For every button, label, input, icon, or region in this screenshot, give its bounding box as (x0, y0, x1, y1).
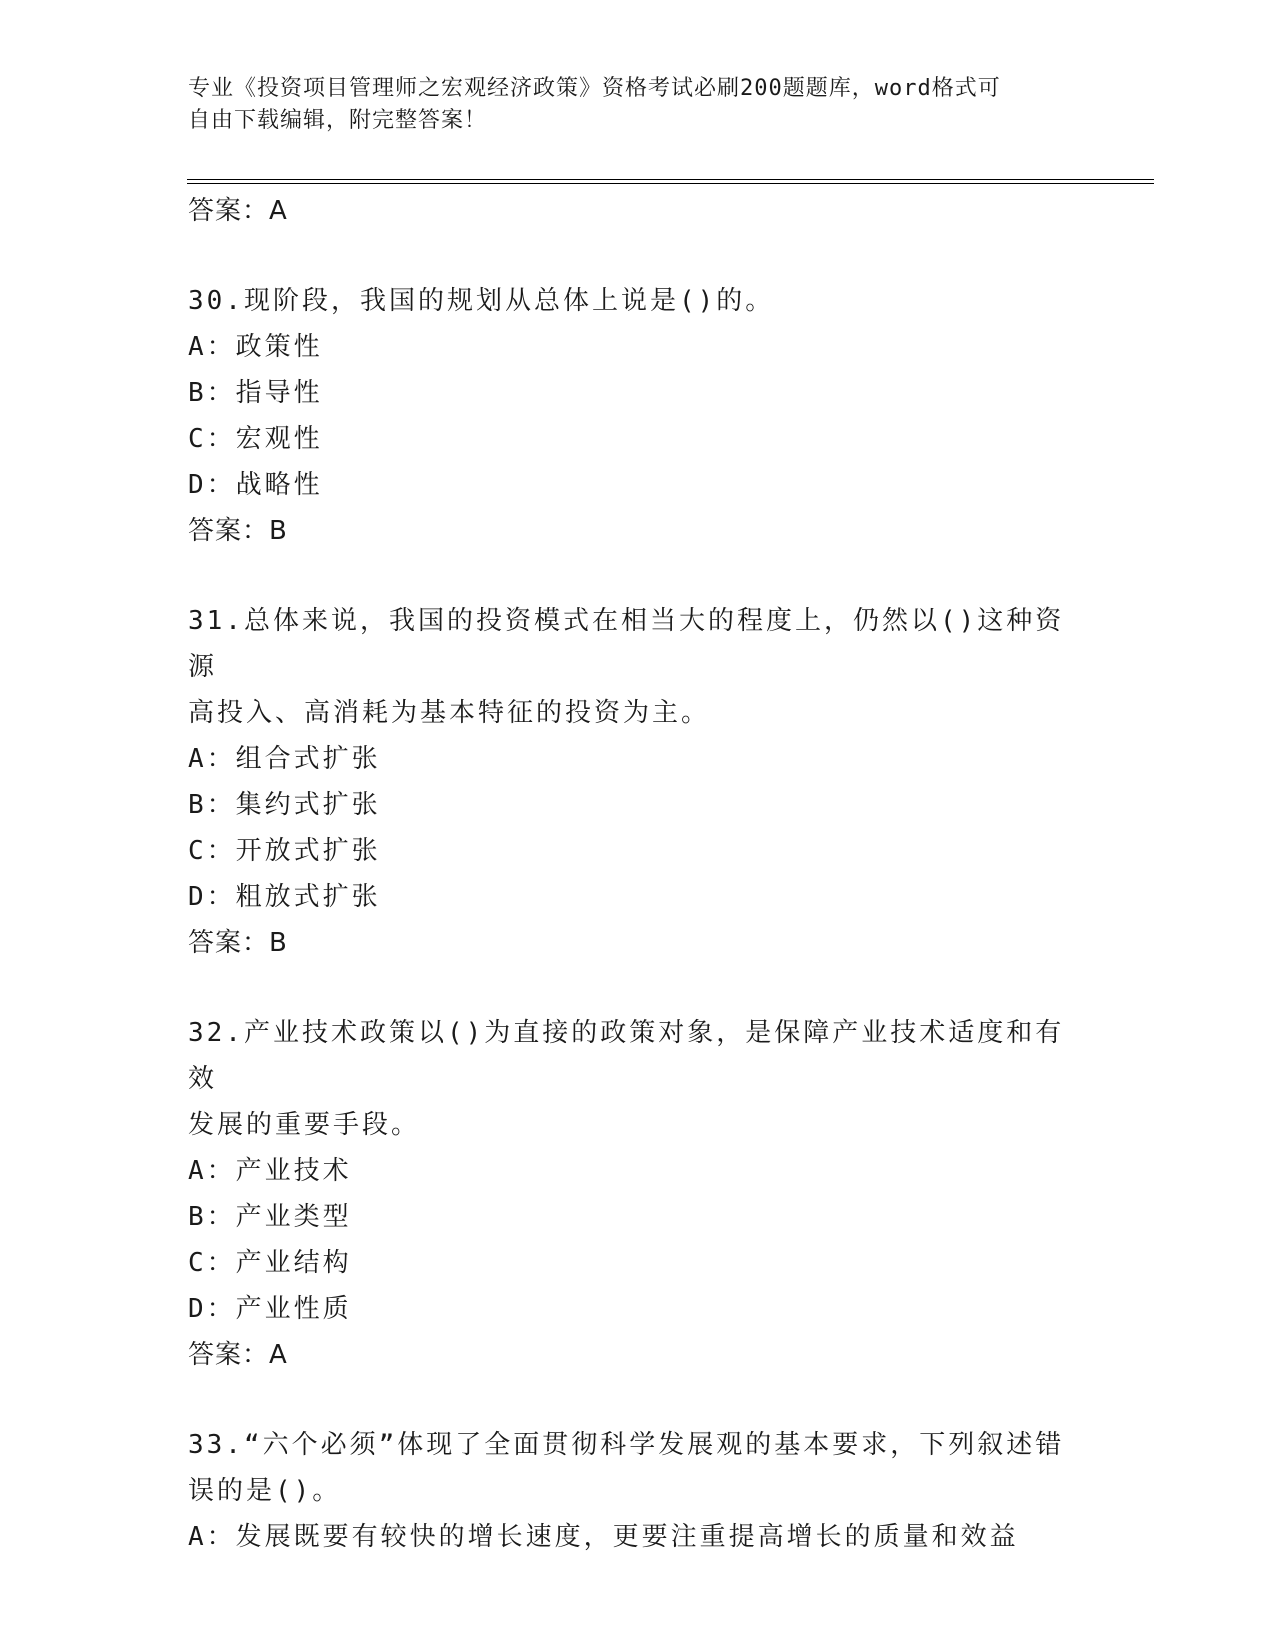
question-stem-continued: 发展的重要手段。 (188, 1110, 421, 1140)
document-body (188, 188, 1088, 1560)
spacer (188, 1378, 1088, 1422)
question-stem: 32.产业技术政策以()为直接的政策对象，是保障产业技术适度和有效 (188, 1018, 1065, 1094)
spacer (188, 966, 1088, 1010)
option-c: C：产业结构 (188, 1248, 352, 1278)
option-c: C：宏观性 (188, 424, 323, 454)
question-stem: 30.现阶段，我国的规划从总体上说是()的。 (188, 286, 775, 316)
option-d: D：产业性质 (188, 1294, 352, 1324)
spacer (188, 234, 1088, 278)
header-line-2: 自由下载编辑，附完整答案！ (188, 108, 488, 133)
question-block-31 (188, 598, 1088, 966)
option-a: A：产业技术 (188, 1156, 352, 1186)
option-b: B：指导性 (188, 378, 323, 408)
answer-line: 答案：A (188, 1340, 288, 1370)
question-block-32 (188, 1010, 1088, 1378)
option-c: C：开放式扩张 (188, 836, 381, 866)
header-line-1: 专业《投资项目管理师之宏观经济政策》资格考试必刷200题题库，word格式可 (188, 76, 1001, 101)
question-stem: 33.“六个必须”体现了全面贯彻科学发展观的基本要求，下列叙述错 (188, 1430, 1065, 1460)
spacer (188, 554, 1088, 598)
answer-line: 答案：A (188, 196, 288, 226)
document-header (188, 73, 1068, 137)
answer-line: 答案：B (188, 928, 288, 958)
option-a: A：组合式扩张 (188, 744, 381, 774)
answer-line: 答案：B (188, 516, 288, 546)
option-b: B：集约式扩张 (188, 790, 381, 820)
option-d: D：粗放式扩张 (188, 882, 381, 912)
option-a: A：政策性 (188, 332, 323, 362)
option-b: B：产业类型 (188, 1202, 352, 1232)
header-divider-top (187, 179, 1154, 180)
question-stem-continued: 高投入、高消耗为基本特征的投资为主。 (188, 698, 711, 728)
question-stem-continued: 误的是()。 (188, 1476, 342, 1506)
question-stem: 31.总体来说，我国的投资模式在相当大的程度上，仍然以()这种资源 (188, 606, 1065, 682)
header-divider-bottom (187, 183, 1154, 184)
question-block-33 (188, 1422, 1088, 1560)
option-d: D：战略性 (188, 470, 323, 500)
question-block-30 (188, 278, 1088, 554)
option-a: A：发展既要有较快的增长速度，更要注重提高增长的质量和效益 (188, 1522, 1019, 1552)
